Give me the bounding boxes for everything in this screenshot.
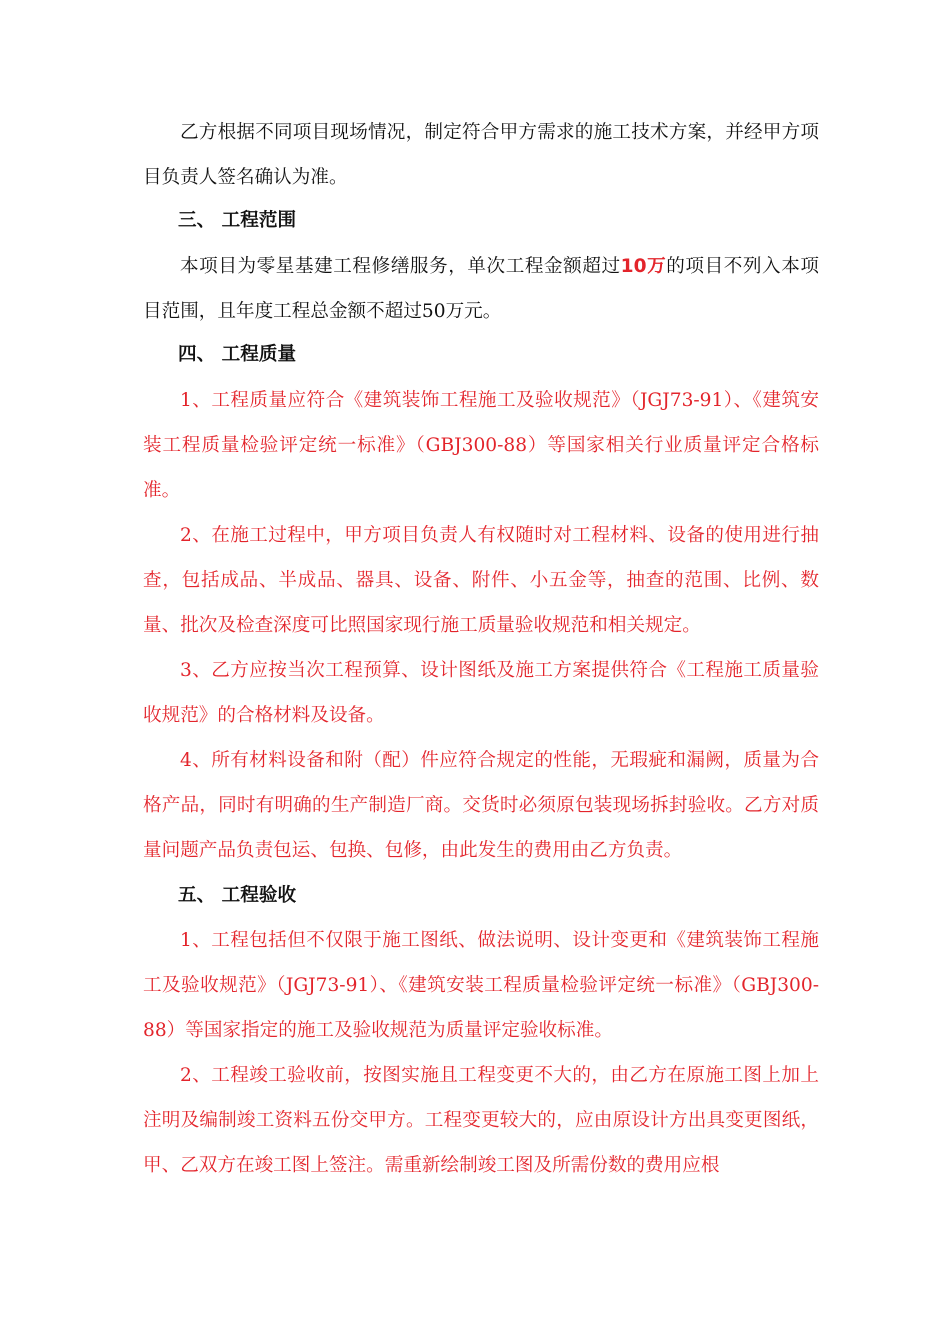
- quality-clauses-block: [143, 378, 819, 873]
- quality-clause-2: 2、在施工过程中，甲方项目负责人有权随时对工程材料、设备的使用进行抽查，包括成品、半成品、器具、设备、附件、小五金等，抽查的范围、比例、数量、批次及检查深度可比照国家现行施工质量验收规范和相关规定。: [143, 525, 819, 636]
- scope-paragraph-block: [143, 244, 819, 334]
- acceptance-clause-1: 1、工程包括但不仅限于施工图纸、做法说明、设计变更和《建筑装饰工程施工及验收规范》（JGJ73-91）、《建筑安装工程质量检验评定统一标准》（GBJ300-88）等国家指定的施工及验收规范为质量评定验收标准。: [143, 930, 819, 1041]
- section-heading-quality: 四、 工程质量: [178, 344, 297, 365]
- acceptance-clauses-block: [143, 918, 819, 1188]
- section-heading-acceptance: 五、 工程验收: [178, 885, 297, 906]
- intro-paragraph: 乙方根据不同项目现场情况，制定符合甲方需求的施工技术方案，并经甲方项目负责人签名确认为准。: [143, 122, 819, 188]
- acceptance-clause-2: 2、工程竣工验收前，按图实施且工程变更不大的，由乙方在原施工图上加上 注明及编制竣工资料五份交甲方。工程变更较大的，应由原设计方出具变更图纸， 甲、乙双方在竣工图上签注。需重新绘制竣工图及所需份数的费用应根: [143, 1065, 819, 1176]
- scope-text-after: 的项目不列入本项目范围，且年度工程总金额不超过50万元。: [143, 256, 819, 322]
- quality-clause-3: 3、乙方应按当次工程预算、设计图纸及施工方案提供符合《工程施工质量验收规范》的合格材料及设备。: [143, 660, 819, 726]
- scope-paragraph: [143, 244, 819, 334]
- scope-amount-highlight: 10万: [620, 256, 667, 277]
- scope-text-before: 本项目为零星基建工程修缮服务，单次工程金额超过: [180, 256, 621, 277]
- quality-clause-1: 1、工程质量应符合《建筑装饰工程施工及验收规范》（JGJ73-91）、《建筑安装工程质量检验评定统一标准》（GBJ300-88）等国家相关行业质量评定合格标准。: [143, 390, 819, 501]
- quality-clause-4: 4、所有材料设备和附（配）件应符合规定的性能，无瑕疵和漏阙，质量为合格产品，同时有明确的生产制造厂商。交货时必须原包装现场拆封验收。乙方对质量问题产品负责包运、包换、包修，由此发生的费用由乙方负责。: [143, 750, 819, 861]
- section-heading-scope: 三、 工程范围: [178, 210, 297, 231]
- intro-paragraph-block: [143, 110, 819, 200]
